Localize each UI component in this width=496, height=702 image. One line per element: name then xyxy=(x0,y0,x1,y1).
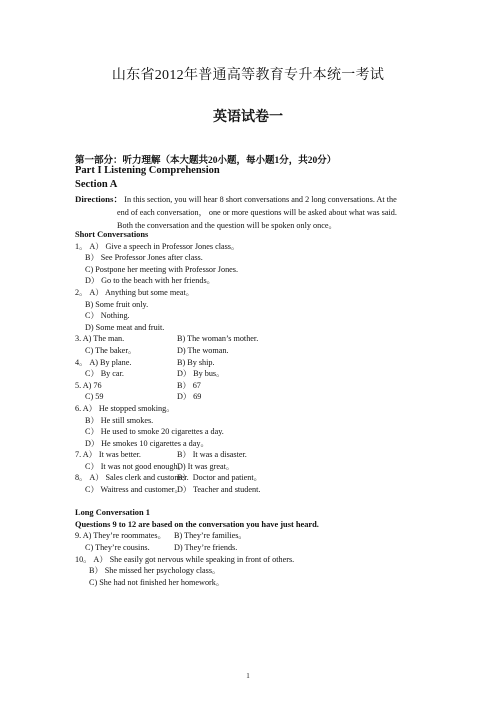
option-text: 10。 A） She easily got nervous while speaking in front of others. xyxy=(75,554,295,564)
option-text: B) Some fruit only. xyxy=(85,299,149,309)
option-text: D) Some meat and fruit. xyxy=(85,322,165,332)
option-text: 6. A） He stopped smoking。 xyxy=(75,403,175,413)
directions-label: Directions： xyxy=(75,194,123,204)
question-line xyxy=(75,472,435,484)
long-conversation-heading: Long Conversation 1 xyxy=(75,508,150,518)
exam-title: 山东省2012年普通高等教育专升本统一考试 xyxy=(111,68,385,83)
option-text: B） See Professor Jones after class. xyxy=(85,253,203,263)
option-text: 1。 A） Give a speech in Professor Jones class。 xyxy=(75,241,240,251)
option-text: D） He smokes 10 cigarettes a day。 xyxy=(85,438,209,448)
question-line xyxy=(75,577,435,589)
question-line xyxy=(75,333,435,345)
option-text: 3. A) The man. xyxy=(75,334,125,344)
question-line xyxy=(75,438,435,450)
option-text: C） It was not good enough。 xyxy=(85,461,186,471)
option-text: 2。 A） Anything but some meat。 xyxy=(75,287,194,297)
option-text: B） It was a disaster. xyxy=(177,450,247,460)
option-text: C) They’re cousins. xyxy=(85,543,150,553)
question-line xyxy=(75,322,435,334)
question-line xyxy=(75,241,435,253)
option-text: C) Postpone her meeting with Professor Jones. xyxy=(85,264,239,274)
option-text: C） Nothing. xyxy=(85,311,130,321)
option-text: D) The woman. xyxy=(177,345,229,355)
option-text: D） 69 xyxy=(177,392,202,402)
question-line xyxy=(75,426,435,438)
option-text: 4。 A) By plane. xyxy=(75,357,132,367)
question-line xyxy=(75,264,435,276)
option-text: 9. A) They’re roommates。 xyxy=(75,531,166,541)
question-line xyxy=(75,484,435,496)
question-line xyxy=(75,565,435,577)
option-text: D) They’re friends. xyxy=(174,543,238,553)
option-text: C) The baker。 xyxy=(85,345,137,355)
question-line xyxy=(75,380,435,392)
question-line xyxy=(75,287,435,299)
option-text: B） 67 xyxy=(177,380,201,390)
option-text: B) They’re families。 xyxy=(174,531,247,541)
option-text: 8。 A） Sales clerk and customer. xyxy=(75,473,189,483)
option-text: C） By car. xyxy=(85,369,124,379)
option-text: C) 59 xyxy=(85,392,104,402)
question-line xyxy=(75,252,435,264)
question-line xyxy=(75,554,435,566)
questions-body xyxy=(75,229,435,588)
question-line xyxy=(75,530,435,542)
question-line xyxy=(75,461,435,473)
section-a-heading: Section A xyxy=(75,179,118,190)
directions-line-2: end of each conversation， one or more questions will be asked about what was said. xyxy=(117,208,397,217)
short-conversations-heading: Short Conversations xyxy=(75,230,149,239)
part-heading: Part I Listening Comprehension xyxy=(75,165,220,176)
option-text: C） He used to smoke 20 cigarettes a day. xyxy=(85,427,224,437)
option-text: B） Doctor and patient。 xyxy=(177,473,262,483)
option-text: D） Teacher and student. xyxy=(177,485,261,495)
option-text: C） Waitress and customer。 xyxy=(85,485,183,495)
question-line xyxy=(75,415,435,427)
long-conversation-intro: Questions 9 to 12 are based on the conversation you have just heard. xyxy=(75,519,319,529)
directions xyxy=(75,193,435,232)
option-text: B) The woman’s mother. xyxy=(177,334,259,344)
question-line xyxy=(75,345,435,357)
option-text: D） By bus。 xyxy=(177,369,225,379)
section-heading: 第一部分：听力理解（本大题共20小题，每小题1分，共20分） xyxy=(75,156,337,166)
question-line xyxy=(75,357,435,369)
question-line xyxy=(75,449,435,461)
directions-line-1: In this section, you will hear 8 short conversations and 2 long conversations. At the xyxy=(122,195,397,204)
question-line xyxy=(75,403,435,415)
question-line xyxy=(75,310,435,322)
paper-subtitle: 英语试卷一 xyxy=(213,110,283,125)
option-text: D） Go to the beach with her friends。 xyxy=(85,276,215,286)
option-text: B） She missed her psychology class。 xyxy=(89,566,221,576)
question-line xyxy=(75,299,435,311)
option-text: 7. A） It was better. xyxy=(75,450,141,460)
question-line xyxy=(75,368,435,380)
option-text: 5. A) 76 xyxy=(75,380,102,390)
question-line xyxy=(75,391,435,403)
question-line xyxy=(75,542,435,554)
question-line xyxy=(75,275,435,287)
page-number: 1 xyxy=(246,672,250,680)
option-text: B) By ship. xyxy=(177,357,215,367)
option-text: C) She had not finished her homework。 xyxy=(89,577,225,587)
directions-line-3: Both the conversation and the question will be spoken only once。 xyxy=(117,221,337,230)
option-text: B） He still smokes. xyxy=(85,415,154,425)
option-text: D) It was great。 xyxy=(177,461,235,471)
